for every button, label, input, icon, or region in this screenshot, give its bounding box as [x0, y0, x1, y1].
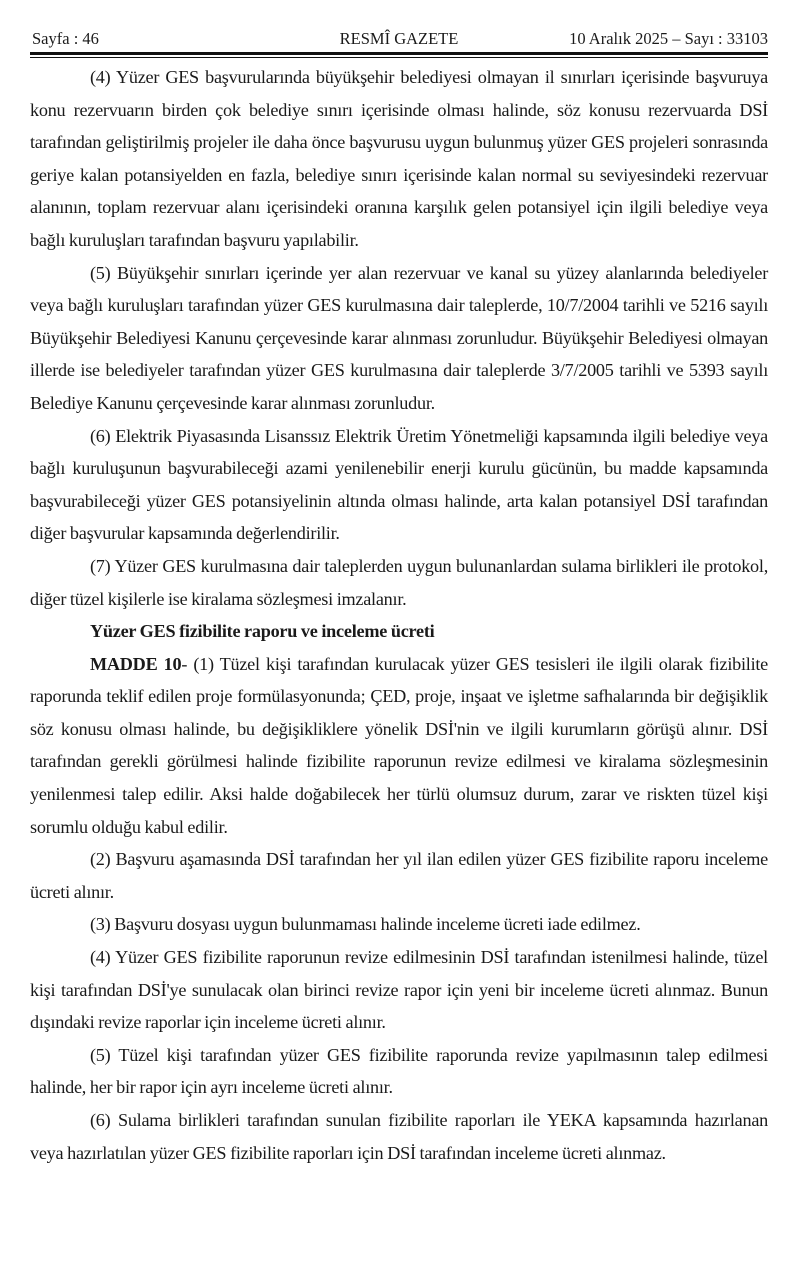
page-number: Sayfa : 46 [32, 29, 99, 48]
article-10-paragraph-1-text: - (1) Tüzel kişi tarafından kurulacak yüzer GES tesisleri ile ilgili olarak fizibilite raporunda teklif edilen proje formülasyonunda; ÇED, proje, inşaat ve işletme safhalarında bir değişiklik söz konusu olması halinde, bu değişikliklere yönelik DSİ'nin ve ilgili kurumların görüşü alınır. DSİ tarafından gerekli görülmesi halinde fizibilite raporunun revize edilmesi ve kiralama sözleşmesinin yenilenmesi talep edilir. Aksi halde doğabilecek her türlü olumsuz durum, zarar ve riskten tüzel kişi sorumlu olduğu kabul edilir. [30, 653, 768, 837]
header-rule-thick [30, 52, 768, 55]
paragraph-4: (4) Yüzer GES başvurularında büyükşehir belediyesi olmayan il sınırları içerisinde başvuruya konu rezervuarın birden çok belediye sınırı içerisinde olması halinde, söz konusu rezervuarda DSİ tarafından geliştirilmiş projeler ile daha önce başvurusu uygun bulunmuş yüzer GES projeleri sonrasında geriye kalan potansiyelden en fazla, belediye sınırı içerisinde kalan normal su seviyesindeki rezervuar alanının, toplam rezervuar alanı içerisindeki oranına karşılık gelen potansiyel için ilgili belediye veya bağlı kuruluşları tarafından başvuru yapılabilir. [30, 67, 768, 250]
section-heading: Yüzer GES fizibilite raporu ve inceleme ücreti [90, 621, 435, 642]
paragraph-5: (5) Büyükşehir sınırları içerinde yer alan rezervuar ve kanal su yüzey alanlarında belediyeler veya bağlı kuruluşları tarafından yüzer GES kurulmasına dair taleplerde, 10/7/2004 tarihli ve 5216 sayılı Büyükşehir Belediyesi Kanunu çerçevesinde karar alınması zorunludur. Büyükşehir Belediyesi olmayan illerde ise belediyeler tarafından yüzer GES kurulmasına dair taleplerde 3/7/2005 tarihli ve 5393 sayılı Belediye Kanunu çerçevesinde karar alınması zorunludur. [30, 262, 768, 413]
article-10-paragraph-5: (5) Tüzel kişi tarafından yüzer GES fizibilite raporunda revize yapılmasının talep edilmesi halinde, her bir rapor için ayrı inceleme ücreti alınır. [30, 1044, 768, 1098]
paragraph-6: (6) Elektrik Piyasasında Lisanssız Elektrik Üretim Yönetmeliği kapsamında ilgili belediye veya bağlı kuruluşunun başvurabileceği azami yenilenebilir enerji kurulu gücünün, bu madde kapsamında başvurabileceği yüzer GES potansiyelinin altında olması halinde, arta kalan potansiyel DSİ tarafından diğer başvurular kapsamında değerlendirilir. [30, 425, 768, 544]
paragraph-7: (7) Yüzer GES kurulmasına dair taleplerden uygun bulunanlardan sulama birlikleri ile protokol, diğer tüzel kişilerle ise kiralama sözleşmesi imzalanır. [30, 555, 768, 609]
publication-title: RESMÎ GAZETE [339, 29, 459, 48]
document-body [30, 61, 768, 1169]
date-and-issue: 10 Aralık 2025 – Sayı : 33103 [569, 29, 768, 48]
article-10-paragraph-1 [30, 648, 768, 844]
article-10-paragraph-6: (6) Sulama birlikleri tarafından sunulan fizibilite raporları ile YEKA kapsamında hazırlanan veya hazırlatılan yüzer GES fizibilite raporları için DSİ tarafından inceleme ücreti alınmaz. [30, 1110, 768, 1163]
page-header [30, 28, 768, 50]
article-10-paragraph-2: (2) Başvuru aşamasında DSİ tarafından her yıl ilan edilen yüzer GES fizibilite raporu inceleme ücreti alınır. [30, 849, 768, 902]
header-rule-thin [30, 57, 768, 58]
article-label: MADDE 10 [90, 653, 182, 674]
article-10-paragraph-4: (4) Yüzer GES fizibilite raporunun revize edilmesinin DSİ tarafından istenilmesi halinde, tüzel kişi tarafından DSİ'ye sunulacak olan birinci revize rapor için yeni bir inceleme ücreti alınmaz. Bunun dışındaki revize raporlar için inceleme ücreti alınır. [30, 947, 768, 1033]
article-10-paragraph-3: (3) Başvuru dosyası uygun bulunmaması halinde inceleme ücreti iade edilmez. [90, 914, 641, 935]
